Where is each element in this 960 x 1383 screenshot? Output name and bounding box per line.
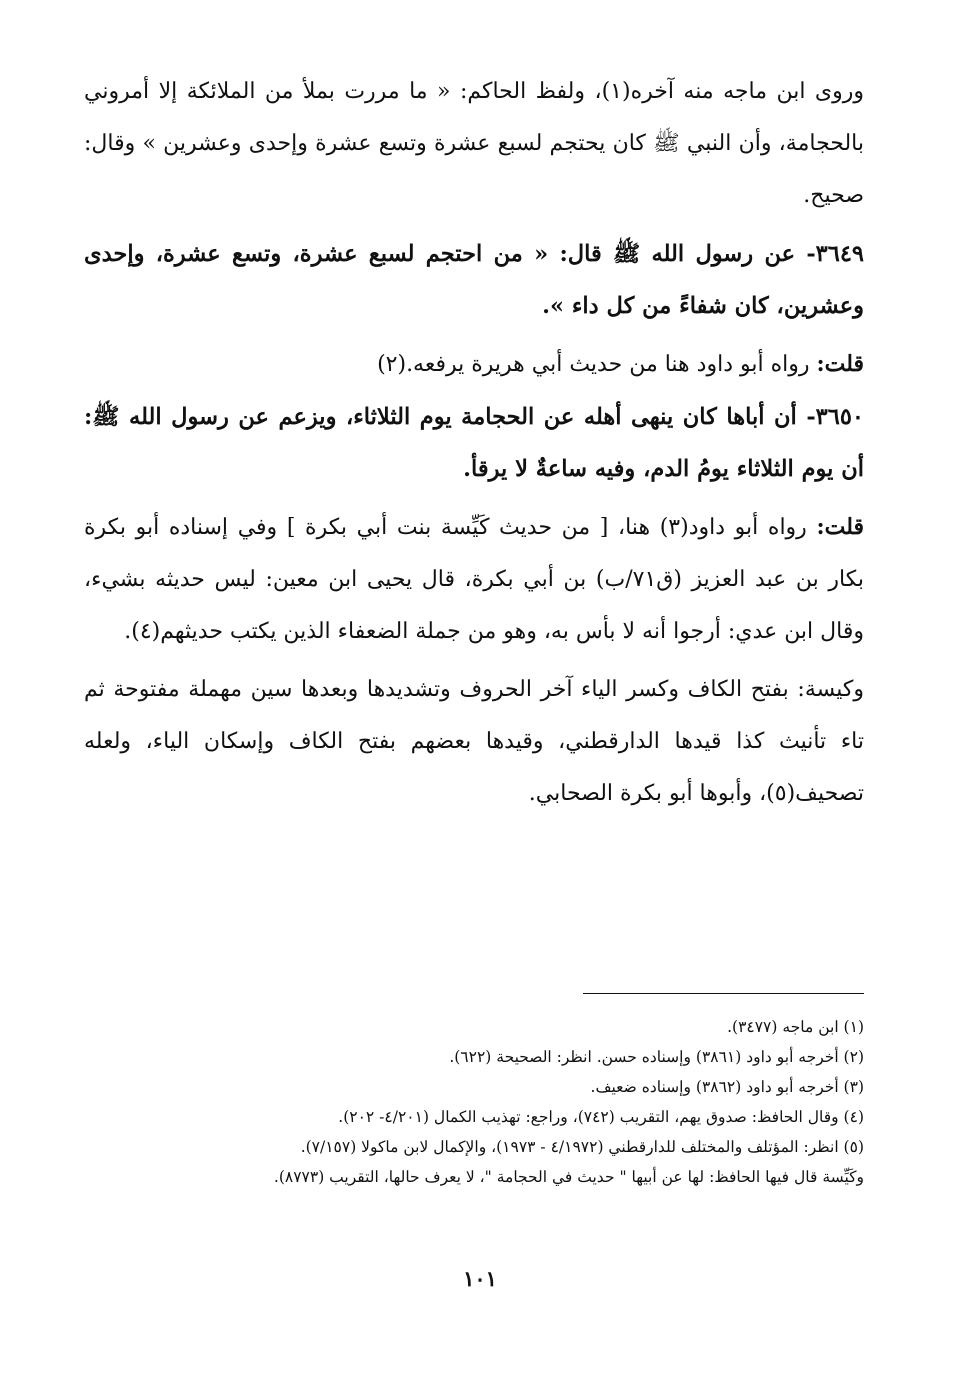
- footnote-5: (٥) انظر: المؤتلف والمختلف للدارقطني (٤/١٩٧٢ - ١٩٧٣)، والإكمال لابن ماكولا (٧/١٥٧).: [300, 1138, 864, 1156]
- paragraph-3: [84, 338, 864, 391]
- paragraph-6-text: وكيسة: بفتح الكاف وكسر الياء آخر الحروف وتشديدها وبعدها سين مهملة مفتوحة ثم تاء تأنيث كذا قيدها الدارقطني، وقيدها بعضهم بفتح الكاف وإسكان الياء، ولعله تصحيف(٥)، وأبوها أبو بكرة الصحابي.: [84, 677, 864, 806]
- footnote-4: (٤) وقال الحافظ: صدوق يهم، التقريب (٧٤٢)، وراجع: تهذيب الكمال (٤/٢٠١- ٢٠٢).: [338, 1108, 864, 1126]
- hadith-3649: [84, 228, 864, 332]
- hadith-3649-text: ٣٦٤٩- عن رسول الله ﷺ قال: « من احتجم لسبع عشرة، وتسع عشرة، وإحدى وعشرين، كان شفاءً من كل داء ».: [84, 241, 864, 319]
- hadith-3650: [84, 391, 864, 495]
- main-text: [84, 66, 864, 820]
- qultu-label-2: قلت:: [816, 514, 864, 540]
- hadith-3650-text: ٣٦٥٠- أن أباها كان ينهى أهله عن الحجامة يوم الثلاثاء، ويزعم عن رسول الله ﷺ: أن يوم الثلاثاء يومُ الدم، وفيه ساعةٌ لا يرقأ.: [84, 404, 864, 482]
- paragraph-5-text: رواه أبو داود(٣) هنا، [ من حديث كَيِّسة بنت أبي بكرة ] وفي إسناده أبو بكرة بكار بن عبد العزيز (ق٧١/ب) بن أبي بكرة، قال يحيى ابن معين: ليس حديثه بشيء، وقال ابن عدي: أرجوا أنه لا بأس به، وهو من جملة الضعفاء الذين يكتب حديثهم(٤).: [84, 515, 864, 644]
- paragraph-5: [84, 501, 864, 658]
- paragraph-3-text: رواه أبو داود هنا من حديث أبي هريرة يرفعه.(٢): [377, 352, 810, 377]
- footnotes: [84, 1012, 864, 1192]
- footnote-5-continuation: وكَيِّسة قال فيها الحافظ: لها عن أبيها " حديث في الحجامة "، لا يعرف حالها، التقريب (٨٧٧٣).: [273, 1168, 864, 1186]
- paragraph-1: [84, 66, 864, 222]
- paragraph-6: [84, 664, 864, 820]
- paragraph-1-text: وروى ابن ماجه منه آخره(١)، ولفظ الحاكم: « ما مررت بملأ من الملائكة إلا أمروني بالحجامة، وأن النبي ﷺ كان يحتجم لسبع عشرة وتسع عشرة وإحدى وعشرين » وقال: صحيح.: [84, 79, 865, 208]
- page-number: ١٠١: [463, 1266, 497, 1291]
- footnote-divider: [583, 993, 864, 994]
- footnote-1: (١) ابن ماجه (٣٤٧٧).: [727, 1018, 864, 1036]
- footnote-3: (٣) أخرجه أبو داود (٣٨٦٢) وإسناده ضعيف.: [590, 1078, 864, 1096]
- footnote-2: (٢) أخرجه أبو داود (٣٨٦١) وإسناده حسن. انظر: الصحيحة (٦٢٢).: [449, 1048, 864, 1066]
- qultu-label: قلت:: [816, 351, 864, 377]
